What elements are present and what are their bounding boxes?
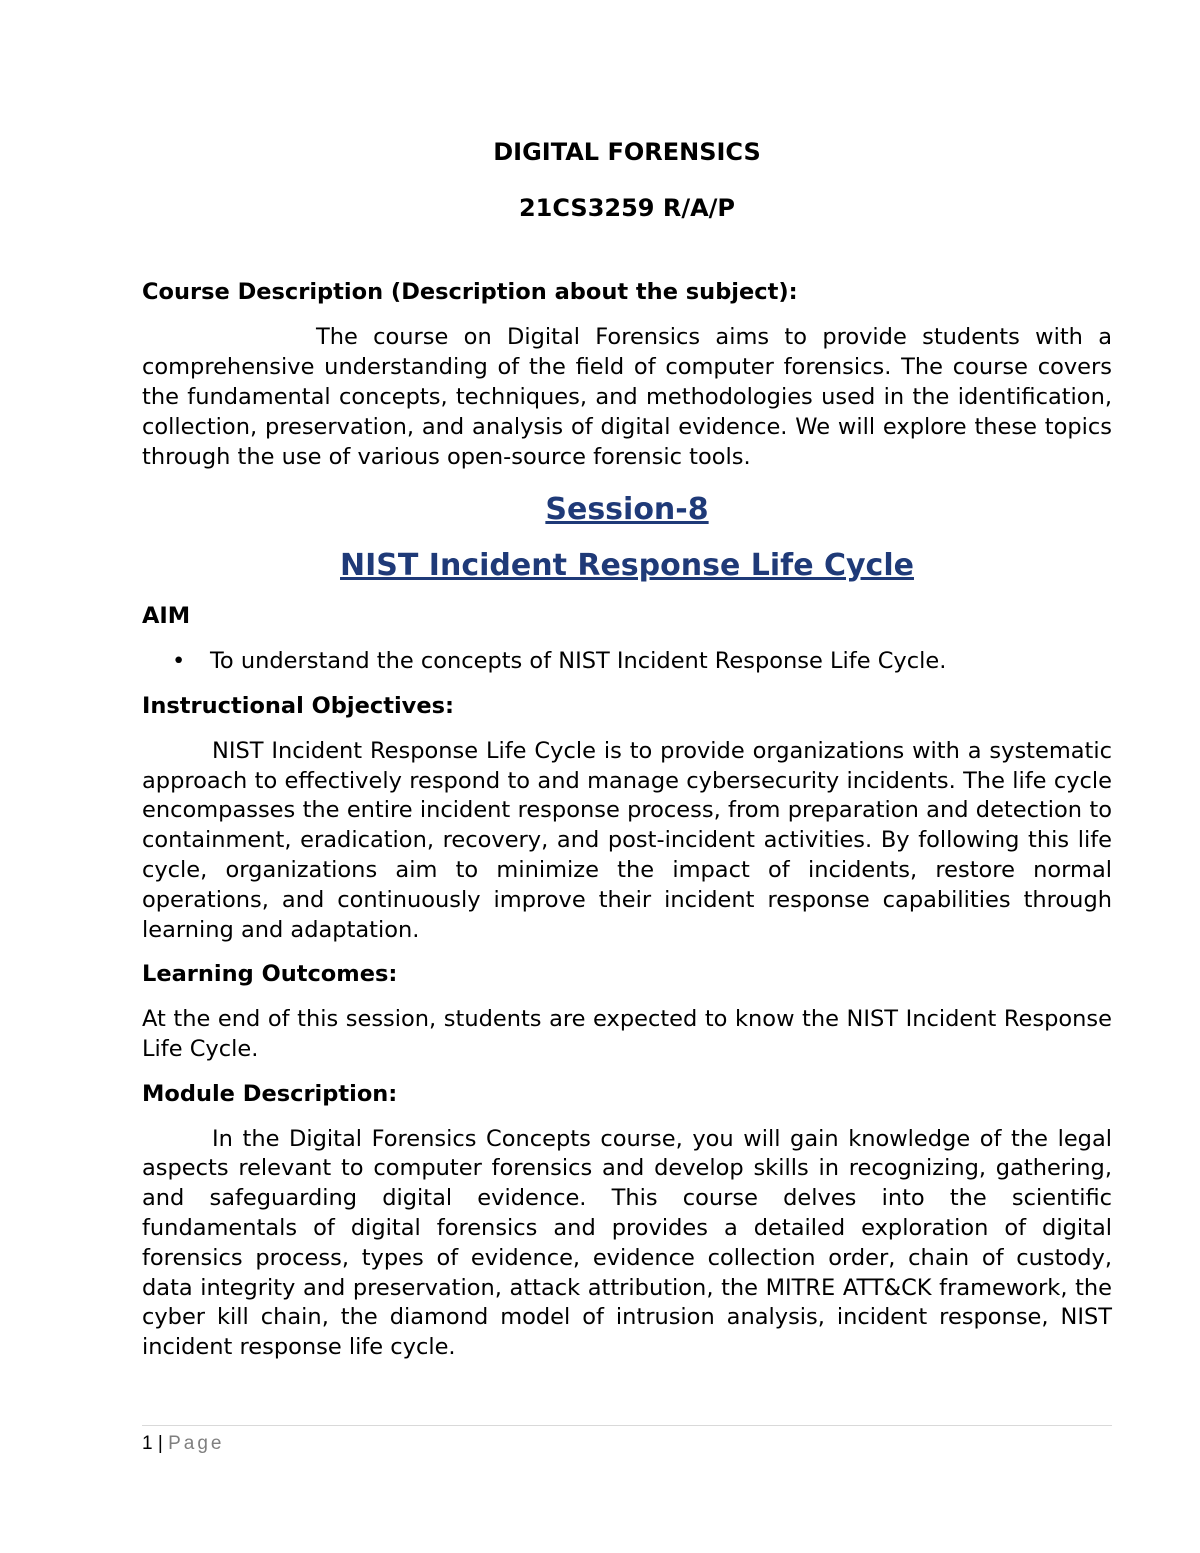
course-description-text: The course on Digital Forensics aims to provide students with a comprehensive understanding of the field of computer forensics. The course covers the fundamental concepts, techniques, and methodologies used in the identification, collection, preservation, and analysis of digital evidence. We will explore these topics through the use of various open-source forensic tools.	[142, 324, 1112, 470]
course-description-heading: Course Description (Description about the subject):	[142, 278, 798, 305]
session-title: NIST Incident Response Life Cycle	[340, 548, 914, 584]
course-code: 21CS3259 R/A/P	[518, 193, 736, 222]
bullet-icon: •	[172, 648, 186, 675]
module-description-heading: Module Description:	[142, 1080, 398, 1107]
aim-heading: AIM	[142, 603, 191, 630]
session-number: Session-8	[545, 492, 709, 528]
aim-list-item	[142, 647, 1112, 677]
page-label: Page	[168, 1433, 225, 1454]
aim-item-text: To understand the concepts of NIST Incident Response Life Cycle.	[210, 648, 947, 675]
footer-divider	[142, 1425, 1112, 1426]
module-description-text: In the Digital Forensics Concepts course, you will gain knowledge of the legal aspects relevant to computer forensics and develop skills in recognizing, gathering, and safeguarding digital evidence. This course delves into the scientific fundamentals of digital forensics and provides a detailed exploration of digital forensics process, types of evidence, evidence collection order, chain of custody, data integrity and preservation, attack attribution, the MITRE ATT&CK framework, the cyber kill chain, the diamond model of intrusion analysis, incident response, NIST incident response life cycle.	[142, 1125, 1112, 1361]
instructional-objectives-text: NIST Incident Response Life Cycle is to provide organizations with a systematic approach to effectively respond to and manage cybersecurity incidents. The life cycle encompasses the entire incident response process, from preparation and detection to containment, eradication, recovery, and post-incident activities. By following this life cycle, organizations aim to minimize the impact of incidents, restore normal operations, and continuously improve their incident response capabilities through learning and adaptation.	[142, 737, 1112, 943]
footer-separator: |	[157, 1433, 163, 1454]
page-content	[142, 138, 1112, 1363]
aim-list	[142, 647, 1112, 677]
page-footer	[142, 1432, 224, 1456]
page-number: 1	[142, 1433, 153, 1454]
instructional-objectives-heading: Instructional Objectives:	[142, 692, 454, 719]
learning-outcomes-heading: Learning Outcomes:	[142, 961, 398, 988]
document-title: DIGITAL FORENSICS	[493, 138, 761, 166]
learning-outcomes-text: At the end of this session, students are expected to know the NIST Incident Response Life Cycle.	[142, 1006, 1112, 1062]
